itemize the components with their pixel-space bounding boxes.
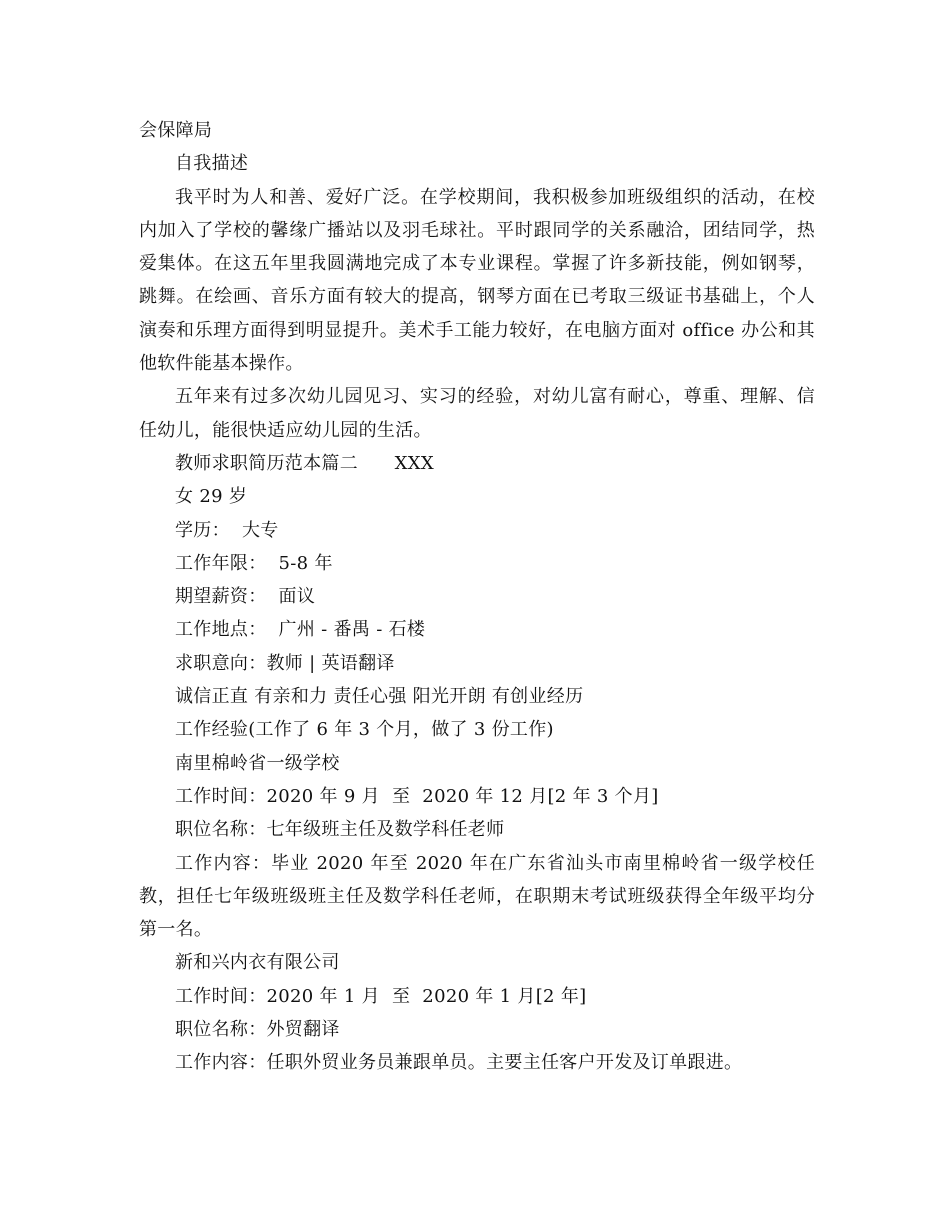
resume-work-location: 工作地点： 广州 - 番禺 - 石楼: [175, 619, 426, 641]
job-1-period: 工作时间：2020 年 9 月 至 2020 年 12 月[2 年 3 个月]: [175, 785, 659, 807]
resume-job-intention: 求职意向：教师 | 英语翻译: [175, 652, 395, 674]
section-heading-self-description: 自我描述: [175, 153, 249, 175]
resume-gender-age: 女 29 岁: [175, 486, 248, 508]
resume-title: 教师求职简历范本篇二 XXX: [175, 452, 434, 474]
job-1-employer: 南里棉岭省一级学校: [175, 752, 340, 774]
document-body: [139, 114, 815, 1080]
job-1-description: 工作内容：毕业 2020 年至 2020 年在广东省汕头市南里棉岭省一级学校任教，担任七年级班级班主任及数学科任老师，在职期末考试班级获得全年级平均分第一名。: [139, 852, 815, 941]
resume-work-experience-summary: 工作经验(工作了 6 年 3 个月，做了 3 份工作): [175, 719, 554, 741]
job-2-period: 工作时间：2020 年 1 月 至 2020 年 1 月[2 年]: [175, 985, 587, 1007]
resume-work-years: 工作年限： 5-8 年: [175, 552, 333, 574]
resume-expected-salary: 期望薪资： 面议: [175, 586, 316, 608]
paragraph-self-description: 我平时为人和善、爱好广泛。在学校期间，我积极参加班级组织的活动，在校内加入了学校的馨缘广播站以及羽毛球社。平时跟同学的关系融洽，团结同学，热爱集体。在这五年里我圆满地完成了本专业课程。掌握了许多新技能，例如钢琴，跳舞。在绘画、音乐方面有较大的提高，钢琴方面在已考取三级证书基础上，个人演奏和乐理方面得到明显提升。美术手工能力较好，在电脑方面对 office 办公和其他软件能基本操作。: [139, 186, 815, 375]
paragraph-kindergarten-experience: 五年来有过多次幼儿园见习、实习的经验，对幼儿富有耐心，尊重、理解、信任幼儿，能很快适应幼儿园的生活。: [139, 386, 815, 441]
paragraph-continuation: 会保障局: [139, 120, 213, 141]
job-2-employer: 新和兴内衣有限公司: [175, 952, 340, 974]
job-2-description: 工作内容：任职外贸业务员兼跟单员。主要主任客户开发及订单跟进。: [175, 1052, 743, 1074]
job-2-title: 职位名称：外贸翻译: [175, 1019, 340, 1041]
resume-tags: 诚信正直 有亲和力 责任心强 阳光开朗 有创业经历: [175, 686, 584, 708]
resume-education: 学历： 大专: [175, 519, 279, 541]
job-1-title: 职位名称：七年级班主任及数学科任老师: [175, 819, 505, 841]
